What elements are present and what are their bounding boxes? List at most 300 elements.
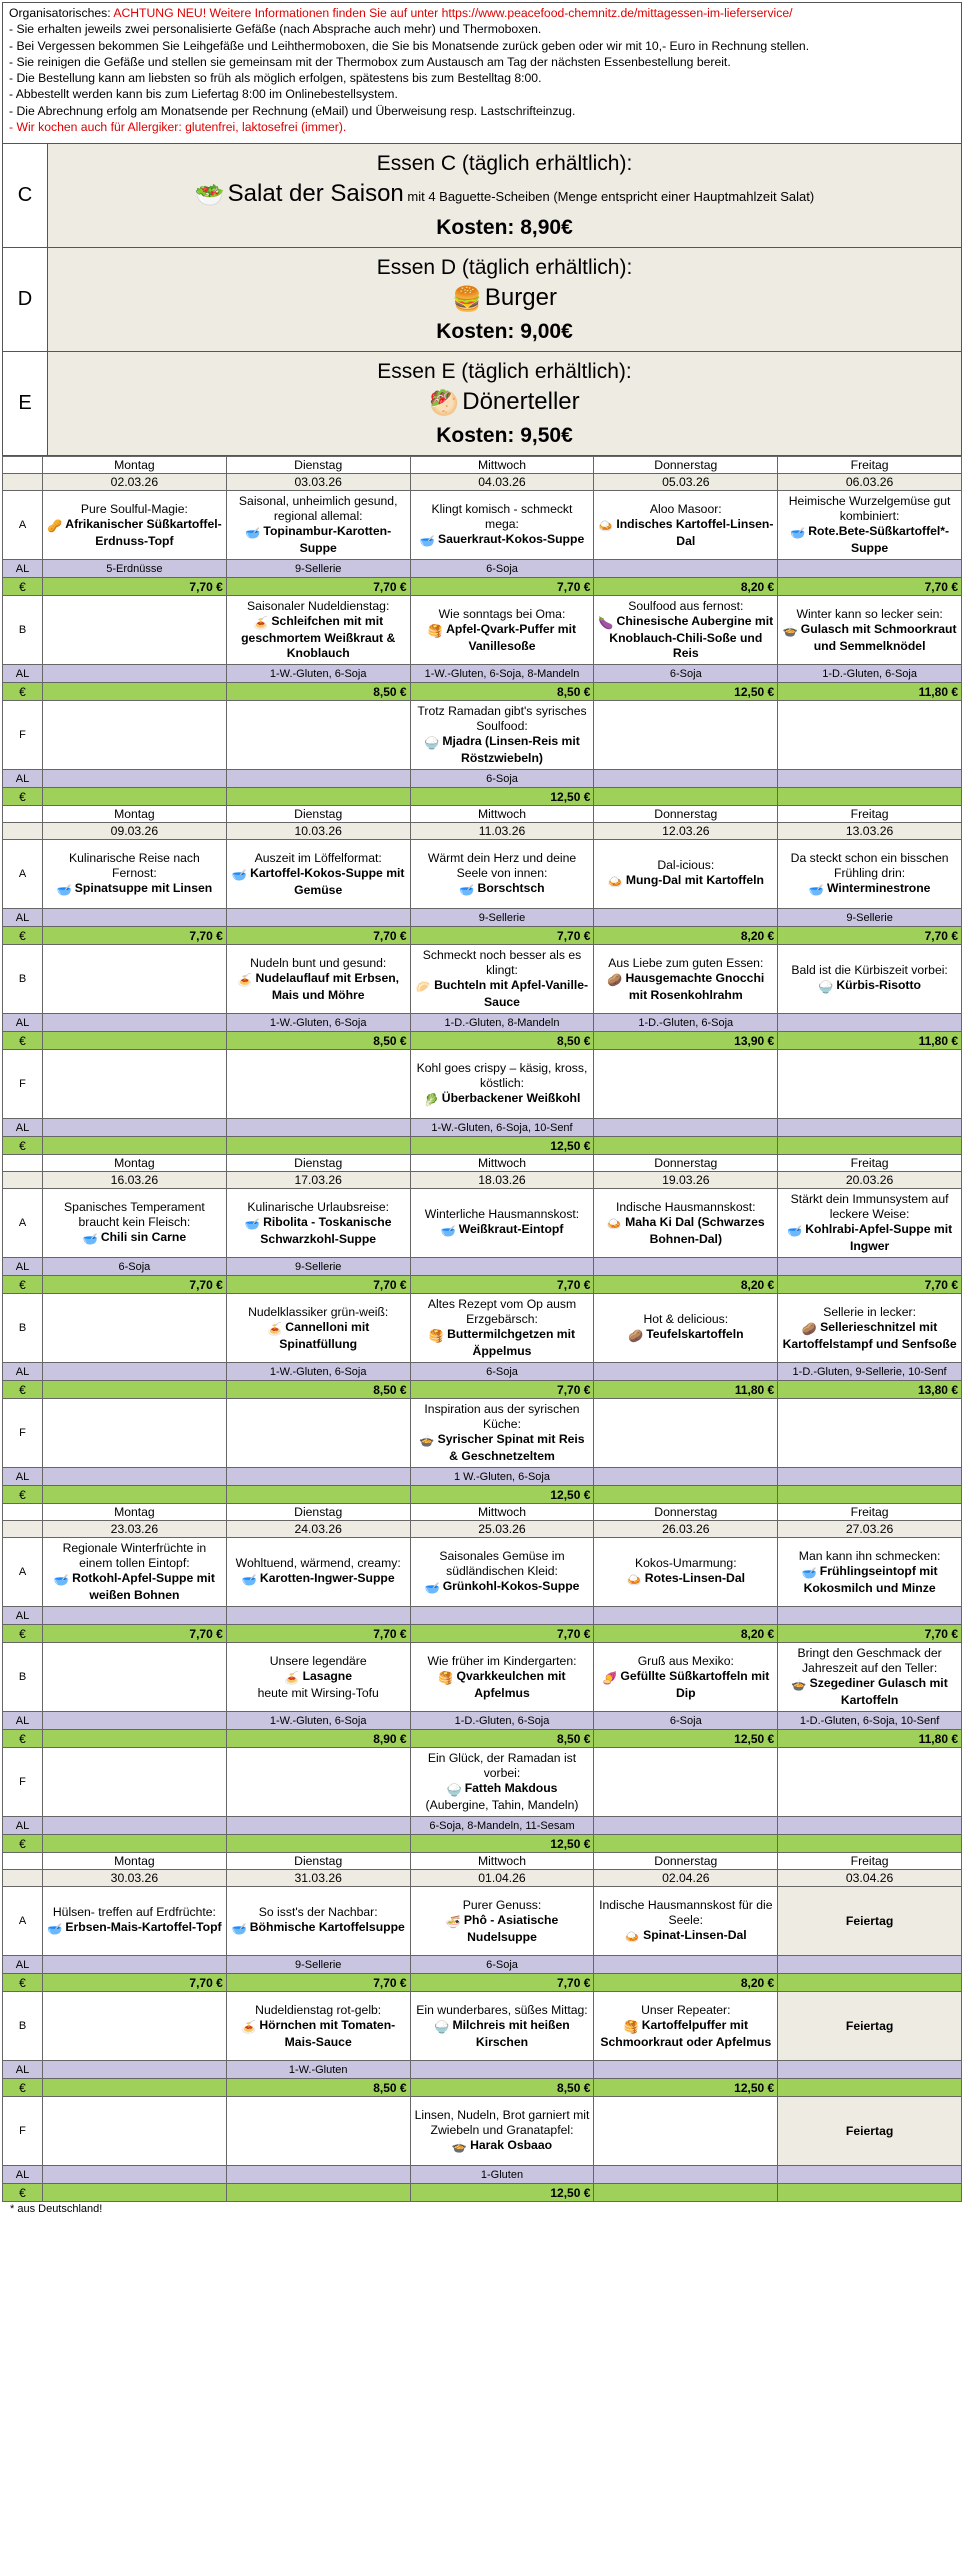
date-label: 30.03.26 <box>43 1870 227 1887</box>
meal-cell <box>43 945 227 1014</box>
price-cell: 12,50 € <box>594 2079 778 2097</box>
meal-cell[interactable] <box>226 1643 410 1712</box>
dish-icon: 🍝 <box>267 1321 283 1336</box>
allergen-label: AL <box>3 1468 43 1486</box>
dish-icon: 🥣 <box>801 1565 817 1580</box>
dish-icon: 🍲 <box>419 1434 435 1448</box>
meal-dish-name: Gefüllte Süßkartoffeln mit Dip <box>620 1668 770 1700</box>
allergen-label: AL <box>3 1119 43 1137</box>
allergen-cell <box>778 770 962 788</box>
meal-teaser: Hot & delicious: <box>643 1312 729 1326</box>
price-label: € <box>3 2079 43 2097</box>
price-cell <box>43 1381 227 1399</box>
allergen-cell <box>594 1468 778 1486</box>
meal-cell <box>778 701 962 770</box>
allergen-cell <box>226 2166 410 2184</box>
price-cell: 8,20 € <box>594 1625 778 1643</box>
meal-cell[interactable] <box>778 1643 962 1712</box>
allergen-cell: 1-D.-Gluten, 8-Mandeln <box>410 1014 594 1032</box>
allergen-row <box>3 1817 962 1835</box>
meal-cell[interactable] <box>594 596 778 665</box>
allergen-cell <box>594 770 778 788</box>
meal-cell[interactable] <box>594 1538 778 1607</box>
meal-cell[interactable] <box>410 840 594 909</box>
allergen-row <box>3 1258 962 1276</box>
meal-dish-name: Nudelauflauf mit Erbsen, Mais und Möhre <box>255 970 400 1002</box>
meal-cell <box>226 2097 410 2166</box>
meal-dish-name: Buchteln mit Apfel-Vanille-Sauce <box>434 978 589 1009</box>
meal-dish <box>46 517 223 549</box>
meal-teaser: Indische Hausmannskost für die Seele: <box>599 1897 773 1927</box>
meal-teaser: Linsen, Nudeln, Brot garniert mit Zwiebeln und Granatapfel: <box>414 2107 590 2137</box>
meal-cell[interactable] <box>410 1887 594 1956</box>
meal-teaser: Schmeckt noch besser als es klingt: <box>422 948 582 977</box>
price-cell: 7,70 € <box>43 1625 227 1643</box>
meal-dish-name: Qvarkkeulchen mit Apfelmus <box>456 1668 566 1700</box>
allergen-label: AL <box>3 1817 43 1835</box>
meal-cell <box>43 1294 227 1363</box>
meal-cell[interactable] <box>594 491 778 560</box>
meal-dish <box>597 1928 774 1945</box>
meal-teaser: Klingt komisch - schmeckt mega: <box>431 501 573 531</box>
special-dish <box>48 180 961 210</box>
price-cell: 7,70 € <box>410 578 594 596</box>
meal-dish <box>597 1571 774 1588</box>
special-c[interactable] <box>2 144 962 248</box>
meal-row-a <box>3 491 962 560</box>
meal-letter: A <box>3 1538 43 1607</box>
price-cell: 7,70 € <box>43 1974 227 1992</box>
price-row <box>3 1730 962 1748</box>
date-label: 27.03.26 <box>778 1521 962 1538</box>
meal-cell[interactable] <box>226 491 410 560</box>
price-label: € <box>3 2184 43 2202</box>
allergen-cell <box>778 560 962 578</box>
price-cell <box>43 1032 227 1050</box>
meal-cell[interactable] <box>778 1189 962 1258</box>
allergen-cell <box>594 1817 778 1835</box>
meal-cell[interactable] <box>410 596 594 665</box>
dish-icon: 🥬 <box>423 1092 439 1107</box>
meal-cell[interactable] <box>778 840 962 909</box>
dish-icon: 🍝 <box>284 1670 300 1685</box>
allergen-cell: 1-W.-Gluten, 6-Soja <box>226 1014 410 1032</box>
special-heading: Essen E (täglich erhältlich): <box>377 359 632 383</box>
dish-icon: 🥣 <box>440 1224 456 1238</box>
price-cell: 8,50 € <box>226 683 410 701</box>
empty-cell <box>3 1504 43 1521</box>
price-cell: 11,80 € <box>594 1381 778 1399</box>
meal-teaser: Inspiration aus der syrischen Küche: <box>424 1402 580 1431</box>
dish-icon: 🍛 <box>606 1216 623 1231</box>
price-cell: 7,70 € <box>410 927 594 945</box>
meal-cell[interactable] <box>594 1643 778 1712</box>
allergen-cell: 1-W.-Gluten, 6-Soja, 10-Senf <box>410 1119 594 1137</box>
meal-cell[interactable] <box>594 1294 778 1363</box>
date-label: 02.03.26 <box>43 474 227 491</box>
weekday-header-row <box>3 1155 962 1172</box>
meal-cell[interactable] <box>226 945 410 1014</box>
allergen-cell: 1-W.-Gluten, 6-Soja, 8-Mandeln <box>410 665 594 683</box>
meal-dish-name: Cannelloni mit Spinatfüllung <box>279 1319 370 1351</box>
dish-icon: 🥣 <box>459 882 475 897</box>
meal-dish-name: Selleriesсhnitzel mit Kartoffelstampf und Senfsoße <box>782 1319 957 1351</box>
allergen-cell: 6-Soja <box>410 770 594 788</box>
price-cell <box>43 1486 227 1504</box>
meal-dish <box>230 1571 407 1588</box>
weekday-header-row <box>3 1504 962 1521</box>
allergen-cell <box>594 1607 778 1625</box>
allergen-cell: 6-Soja <box>594 1712 778 1730</box>
meal-row-a <box>3 840 962 909</box>
allergen-cell <box>226 1468 410 1486</box>
meal-cell[interactable] <box>410 1643 594 1712</box>
allergen-cell: 6-Soja <box>410 1363 594 1381</box>
allergen-cell: 5-Erdnüsse <box>43 560 227 578</box>
date-label: 13.03.26 <box>778 823 962 840</box>
allergen-label: AL <box>3 2166 43 2184</box>
date-label: 10.03.26 <box>226 823 410 840</box>
price-cell <box>594 2184 778 2202</box>
meal-dish-name: Gulasch mit Schmoorkraut und Semmelknödel <box>800 621 957 653</box>
meal-dish-name: Chinesische Aubergine mit Knoblauch-Chili-Soße und Reis <box>609 614 774 660</box>
weekday-label: Dienstag <box>226 806 410 823</box>
price-cell: 7,70 € <box>226 578 410 596</box>
weekday-label: Montag <box>43 1504 227 1521</box>
weekday-label: Freitag <box>778 1504 962 1521</box>
allergen-cell: 9-Sellerie <box>226 560 410 578</box>
org-link-notice[interactable]: ACHTUNG NEU! Weitere Informationen finden Sie auf unter https://www.peacefood-chemnitz.de/mittagessen-im-lieferservice/ <box>113 6 793 20</box>
meal-dish-name: Szegediner Gulasch mit Kartoffeln <box>809 1676 948 1707</box>
meal-row-b <box>3 1643 962 1712</box>
allergen-cell <box>594 1363 778 1381</box>
meal-teaser: Pure Soulful-Magie: <box>80 501 188 516</box>
org-title: Organisatorisches: ACHTUNG NEU! Weitere Informationen finden Sie auf unter https://www.peacefood-chemnitz.de/mittagessen-im-lieferservice/ <box>9 6 793 20</box>
allergen-label: AL <box>3 1956 43 1974</box>
empty-cell <box>3 1853 43 1870</box>
allergen-label: AL <box>3 770 43 788</box>
allergen-cell <box>778 1956 962 1974</box>
price-cell <box>778 1137 962 1155</box>
meal-cell[interactable] <box>43 840 227 909</box>
meal-teaser: Wohltuend, wärmend, creamy: <box>235 1556 401 1570</box>
meal-cell[interactable] <box>226 1992 410 2061</box>
date-row <box>3 823 962 840</box>
meal-cell[interactable] <box>594 1887 778 1956</box>
meal-cell[interactable] <box>594 1189 778 1258</box>
dish-icon: 🥟 <box>415 980 432 994</box>
special-letter: C <box>3 144 48 247</box>
meal-teaser: Auszeit im Löffelformat: <box>254 850 382 865</box>
price-cell: 13,80 € <box>778 1381 962 1399</box>
allergen-cell: 6-Soja, 8-Mandeln, 11-Sesam <box>410 1817 594 1835</box>
special-d[interactable] <box>2 248 962 352</box>
allergen-cell: 1-D.-Gluten, 6-Soja <box>778 665 962 683</box>
org-line: - Abbestellt werden kann bis zum Liefertag 8:00 im Onlinebestellsystem. <box>9 87 398 102</box>
meal-dish-name: Indisches Kartoffel-Linsen-Dal <box>616 516 774 548</box>
meal-cell[interactable] <box>226 596 410 665</box>
meal-dish <box>414 1579 591 1596</box>
dish-icon: 🍲 <box>782 623 798 638</box>
meal-letter: F <box>3 1050 43 1119</box>
meal-cell[interactable] <box>778 491 962 560</box>
meal-cell[interactable] <box>43 491 227 560</box>
meal-cell[interactable] <box>410 1538 594 1607</box>
meal-teaser: Indische Hausmannskost: <box>616 1199 756 1214</box>
meal-teaser: Kohl goes crispy – käsig, kross, köstlich: <box>416 1060 588 1090</box>
allergen-cell <box>43 1712 227 1730</box>
meal-cell[interactable] <box>410 1399 594 1468</box>
price-label: € <box>3 1730 43 1748</box>
date-label: 25.03.26 <box>410 1521 594 1538</box>
dish-icon: 🥣 <box>424 1580 440 1595</box>
price-row <box>3 2184 962 2202</box>
meal-dish <box>781 881 958 898</box>
meal-letter: A <box>3 1189 43 1258</box>
dish-icon: 🥙 <box>429 389 460 417</box>
meal-dish-name: Winterminestrone <box>826 880 931 895</box>
meal-dish-name: Milchreis mit heißen Kirschen <box>452 2017 570 2049</box>
meal-cell <box>226 1748 410 1817</box>
meal-dish-name: Mung-Dal mit Kartoffeln <box>625 873 764 887</box>
allergen-cell <box>778 1258 962 1276</box>
meal-teaser: Winter kann so lecker sein: <box>796 606 943 621</box>
empty-cell <box>3 1172 43 1189</box>
weekday-header-row <box>3 1853 962 1870</box>
meal-dish-name: Chili sin Carne <box>100 1229 187 1244</box>
price-label: € <box>3 1276 43 1294</box>
price-cell: 12,50 € <box>594 683 778 701</box>
meal-cell[interactable] <box>778 596 962 665</box>
meal-cell[interactable] <box>410 701 594 770</box>
price-cell <box>226 1137 410 1155</box>
price-row <box>3 1486 962 1504</box>
meal-cell[interactable] <box>410 1050 594 1119</box>
date-label: 12.03.26 <box>594 823 778 840</box>
meal-cell[interactable] <box>410 491 594 560</box>
dish-icon: 🍚 <box>424 736 440 750</box>
daily-specials <box>0 144 964 456</box>
org-line: - Sie reinigen die Gefäße und stellen sie gemeinsam mit der Thermobox zum Austausch am Tag der nächsten Essenbestellung bereit. <box>9 54 731 69</box>
dish-icon: 🍛 <box>598 518 614 533</box>
price-cell: 7,70 € <box>226 1625 410 1643</box>
allergen-cell: 9-Sellerie <box>410 909 594 927</box>
meal-cell[interactable] <box>410 1294 594 1363</box>
meal-teaser: Stärkt dein Immunsystem auf leckere Weise: <box>790 1192 949 1221</box>
allergen-cell <box>43 1468 227 1486</box>
allergen-row <box>3 1119 962 1137</box>
org-line: - Sie erhalten jeweils zwei personalisierte Gefäße (nach Absprache auch mehr) und Thermoboxen. <box>9 22 542 37</box>
meal-dish <box>597 873 774 890</box>
dish-icon: 🥗 <box>194 181 225 209</box>
meal-teaser: Unser Repeater: <box>641 2002 731 2017</box>
price-cell <box>778 1974 962 1992</box>
price-cell: 8,50 € <box>226 1032 410 1050</box>
meal-cell[interactable] <box>226 840 410 909</box>
meal-dish-name: Weißkraut-Eintopf <box>458 1222 564 1236</box>
special-price: Kosten: 9,50€ <box>436 423 573 447</box>
dish-icon: 🍛 <box>607 875 623 889</box>
meal-cell <box>594 1050 778 1119</box>
meal-dish <box>46 1571 223 1603</box>
meal-dish <box>230 524 407 556</box>
allergen-row <box>3 909 962 927</box>
special-e[interactable] <box>2 352 962 456</box>
price-cell: 12,50 € <box>410 1486 594 1504</box>
meal-dish <box>230 1215 407 1247</box>
dish-icon: 🥞 <box>428 1329 445 1343</box>
allergen-row <box>3 1607 962 1625</box>
meal-letter: B <box>3 1294 43 1363</box>
allergen-cell: 1-W.-Gluten <box>226 2061 410 2079</box>
meal-dish <box>414 1327 591 1359</box>
allergen-cell <box>778 1468 962 1486</box>
meal-cell[interactable] <box>594 945 778 1014</box>
meal-dish <box>230 2018 407 2050</box>
price-row <box>3 1974 962 1992</box>
meal-cell[interactable] <box>43 1538 227 1607</box>
meal-cell[interactable] <box>226 1887 410 1956</box>
price-cell: 12,50 € <box>410 1835 594 1853</box>
price-label: € <box>3 1032 43 1050</box>
special-price: Kosten: 8,90€ <box>436 215 573 239</box>
meal-dish <box>781 1222 958 1254</box>
org-line: - Die Abrechnung erfolg am Monatsende per Rechnung (eMail) und Überweisung resp. Lastschrifteinzug. <box>9 103 576 118</box>
date-label: 11.03.26 <box>410 823 594 840</box>
special-letter: E <box>3 352 48 455</box>
allergen-cell <box>43 1119 227 1137</box>
price-cell: 7,70 € <box>410 1276 594 1294</box>
meal-teaser: Man kann ihn schmecken: <box>798 1548 941 1563</box>
price-cell: 8,50 € <box>410 683 594 701</box>
special-body <box>48 144 961 247</box>
date-label: 19.03.26 <box>594 1172 778 1189</box>
meal-cell <box>594 701 778 770</box>
allergen-row <box>3 2061 962 2079</box>
meal-cell[interactable] <box>778 1538 962 1607</box>
special-dish-name: Salat der Saison <box>227 179 404 207</box>
meal-dish <box>414 978 591 1010</box>
dish-icon: 🍚 <box>818 980 834 994</box>
price-cell <box>226 1486 410 1504</box>
weekday-label: Donnerstag <box>594 806 778 823</box>
meal-teaser: Spanisches Temperament braucht kein Fleisch: <box>64 1199 205 1229</box>
weekday-label: Freitag <box>778 1155 962 1172</box>
meal-cell[interactable] <box>778 1294 962 1363</box>
meal-dish <box>46 881 223 898</box>
meal-dish-name: Kartoffel-Kokos-Suppe mit Gemüse <box>250 865 405 897</box>
price-cell: 8,90 € <box>226 1730 410 1748</box>
meal-dish <box>230 1320 407 1352</box>
meal-cell <box>43 2097 227 2166</box>
date-label: 18.03.26 <box>410 1172 594 1189</box>
weekday-label: Montag <box>43 1155 227 1172</box>
allergen-cell <box>226 909 410 927</box>
meal-cell[interactable] <box>43 1189 227 1258</box>
special-dish-name: Dönerteller <box>462 387 580 415</box>
price-label: € <box>3 1835 43 1853</box>
meal-dish-note: heute mit Wirsing-Tofu <box>257 1685 379 1700</box>
meal-cell[interactable] <box>43 1887 227 1956</box>
dish-icon: 🍆 <box>598 616 614 630</box>
meal-cell[interactable] <box>594 1992 778 2061</box>
allergen-row <box>3 1468 962 1486</box>
dish-icon: 🥣 <box>47 1922 63 1936</box>
allergen-row <box>3 665 962 683</box>
date-label: 26.03.26 <box>594 1521 778 1538</box>
meal-cell[interactable] <box>410 1748 594 1817</box>
price-row <box>3 1137 962 1155</box>
meal-cell[interactable] <box>226 1294 410 1363</box>
dish-icon: 🥣 <box>787 1224 803 1238</box>
meal-letter: F <box>3 701 43 770</box>
weekday-label: Montag <box>43 457 227 474</box>
meal-teaser: Trotz Ramadan gibt's syrisches Soulfood: <box>417 704 587 733</box>
allergen-cell <box>778 1119 962 1137</box>
meal-cell <box>594 1399 778 1468</box>
date-row <box>3 1870 962 1887</box>
meal-teaser: Winterliche Hausmannskost: <box>424 1207 580 1221</box>
price-cell: 7,70 € <box>226 1974 410 1992</box>
meal-cell[interactable] <box>778 945 962 1014</box>
price-row <box>3 1032 962 1050</box>
meal-cell[interactable] <box>410 945 594 1014</box>
meal-dish-name: Lasagne <box>302 1668 353 1683</box>
holiday-cell: Feiertag <box>778 1887 962 1956</box>
price-row <box>3 683 962 701</box>
empty-cell <box>3 823 43 840</box>
meal-cell[interactable] <box>410 1992 594 2061</box>
meal-dish-name: Fatteh Makdous <box>464 1781 558 1795</box>
allergen-label: AL <box>3 665 43 683</box>
allergen-cell <box>43 665 227 683</box>
price-cell <box>43 2079 227 2097</box>
meal-cell <box>43 1399 227 1468</box>
date-row <box>3 1521 962 1538</box>
price-cell: 8,50 € <box>410 1032 594 1050</box>
allergen-cell <box>594 2061 778 2079</box>
allergen-cell <box>226 1119 410 1137</box>
meal-cell[interactable] <box>410 1189 594 1258</box>
meal-cell[interactable] <box>226 1538 410 1607</box>
meal-dish <box>414 1913 591 1945</box>
meal-dish-name: Kürbis-Risotto <box>836 978 921 992</box>
meal-dish <box>597 2018 774 2050</box>
price-cell <box>226 788 410 806</box>
dish-icon: 🍛 <box>624 1929 641 1944</box>
special-price: Kosten: 9,00€ <box>436 319 573 343</box>
meal-cell[interactable] <box>226 1189 410 1258</box>
meal-dish <box>597 971 774 1003</box>
meal-teaser: Saisonales Gemüse im südländischen Kleid: <box>439 1548 565 1578</box>
price-cell: 7,70 € <box>410 1381 594 1399</box>
allergen-cell <box>778 1817 962 1835</box>
meal-teaser: Bald ist die Kürbiszeit vorbei: <box>791 963 948 977</box>
meal-cell <box>43 1050 227 1119</box>
price-cell <box>43 788 227 806</box>
price-cell: 7,70 € <box>778 578 962 596</box>
price-cell <box>594 788 778 806</box>
price-row <box>3 1625 962 1643</box>
meal-cell[interactable] <box>594 840 778 909</box>
meal-cell[interactable] <box>410 2097 594 2166</box>
special-dish <box>48 284 961 314</box>
dish-icon: 🥞 <box>427 623 444 638</box>
meal-teaser: Bringt den Geschmack der Jahreszeit auf den Teller: <box>797 1646 942 1675</box>
dish-icon: 🍜 <box>445 1914 461 1929</box>
meal-dish <box>230 1669 407 1686</box>
price-cell <box>43 1137 227 1155</box>
